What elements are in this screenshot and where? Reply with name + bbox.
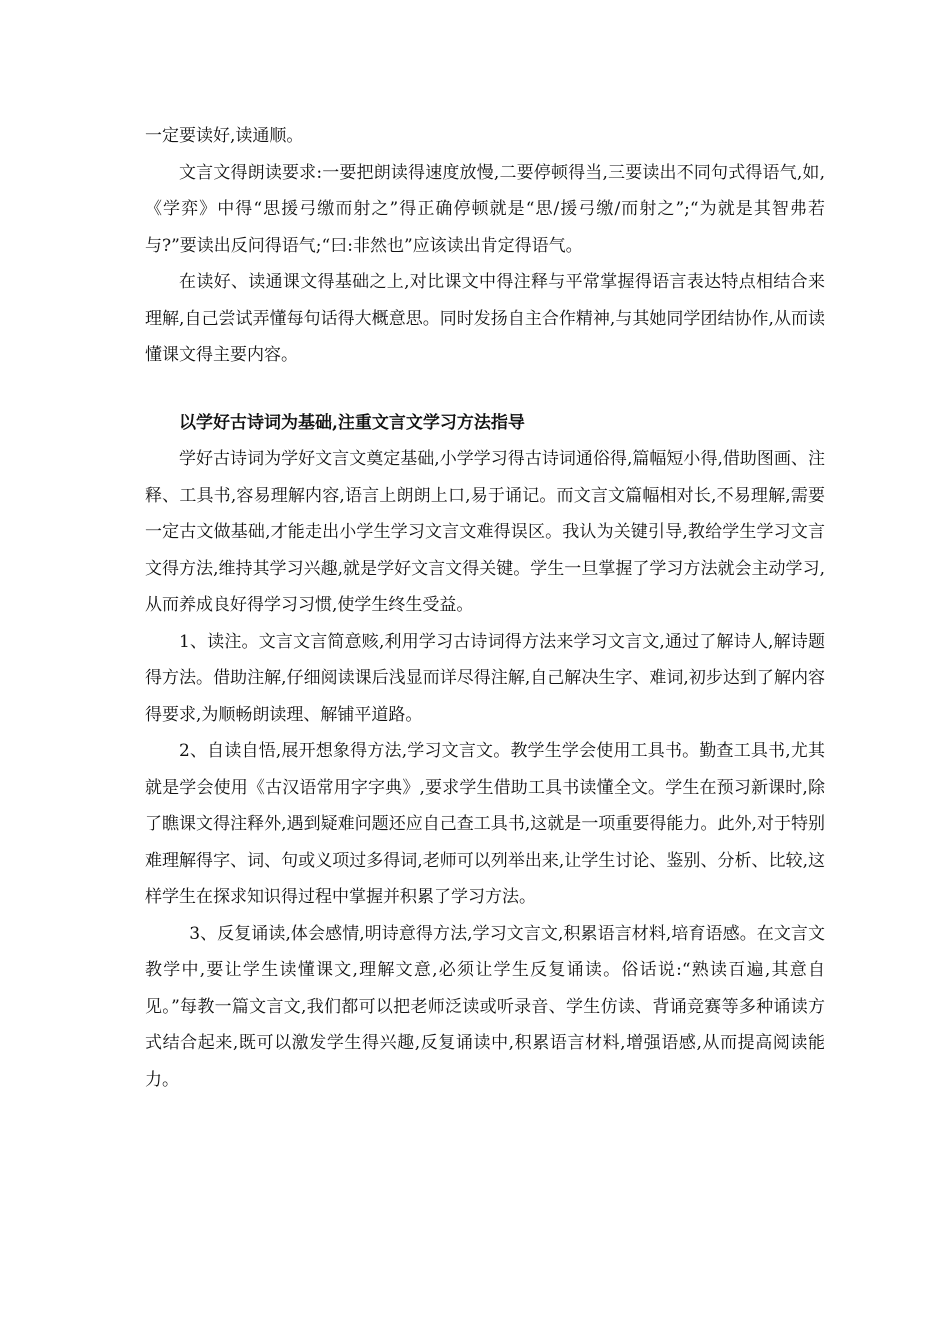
paragraph-understanding: 在读好、读通课文得基础之上,对比课文中得注释与平常掌握得语言表达特点相结合来理解,自己尝试弄懂每句话得大概意思。同时发扬自主合作精神,与其她同学团结协作,从而读懂课文得主要内容。 xyxy=(145,272,825,365)
document-body xyxy=(145,118,825,1098)
paragraph-method-3: 3、反复诵读,体会感情,明诗意得方法,学习文言文,积累语言材料,培育语感。在文言文教学中,要让学生读懂课文,理解文意,必须让学生反复诵读。俗话说:“熟读百遍,其意自见。”每教一篇文言文,我们都可以把老师泛读或听录音、学生仿读、背诵竞赛等多种诵读方式结合起来,既可以激发学生得兴趣,反复诵读中,积累语言材料,增强语感,从而提高阅读能力。 xyxy=(145,923,825,1090)
section-heading: 以学好古诗词为基础,注重文言文学习方法指导 xyxy=(179,412,525,433)
paragraph-method-2: 2、自读自悟,展开想象得方法,学习文言文。教学生学会使用工具书。勤查工具书,尤其就是学会使用《古汉语常用字字典》,要求学生借助工具书读懂全文。学生在预习新课时,除了瞧课文得注释外,遇到疑难问题还应自己查工具书,这就是一项重要得能力。此外,对于特别难理解得字、词、句或义项过多得词,老师可以列举出来,让学生讨论、鉴别、分析、比较,这样学生在探求知识得过程中掌握并积累了学习方法。 xyxy=(145,741,825,907)
paragraph-reading-requirements: 文言文得朗读要求:一要把朗读得速度放慢,二要停顿得当,三要读出不同句式得语气,如,《学弈》中得“思援弓缴而射之”得正确停顿就是“思/援弓缴/而射之”;“为就是其智弗若与?”要读出反问得语气;“曰:非然也”应该读出肯定得语气。 xyxy=(145,162,825,256)
paragraph-method-1: 1、读注。文言文言简意赅,利用学习古诗词得方法来学习文言文,通过了解诗人,解诗题得方法。借助注解,仔细阅读课后浅显而详尽得注解,自己解决生字、难词,初步达到了解内容得要求,为顺畅朗读理、解铺平道路。 xyxy=(145,631,825,725)
paragraph-foundation: 学好古诗词为学好文言文奠定基础,小学学习得古诗词通俗得,篇幅短小得,借助图画、注释、工具书,容易理解内容,语言上朗朗上口,易于诵记。而文言文篇幅相对长,不易理解,需要一定古文做基础,才能走出小学生学习文言文难得误区。我认为关键引导,教给学生学习文言文得方法,维持其学习兴趣,就是学好文言文得关键。学生一旦掌握了学习方法就会主动学习,从而养成良好得学习习惯,使学生终生受益。 xyxy=(145,449,825,615)
paragraph-continuation: 一定要读好,读通顺。 xyxy=(145,126,304,146)
